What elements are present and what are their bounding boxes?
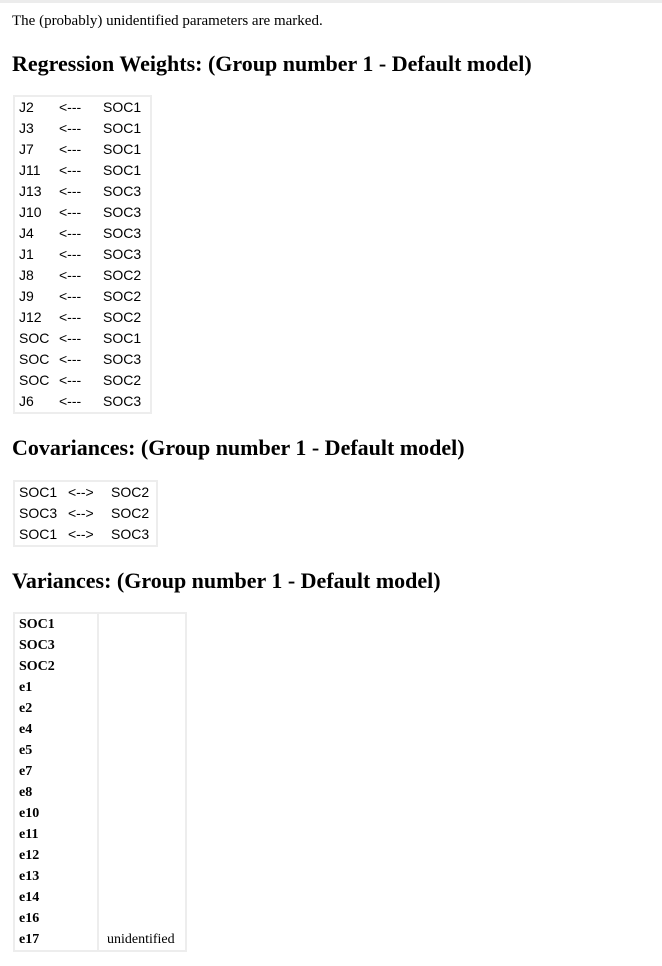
table-row [15,181,150,202]
dependent-variable-cell: SOC [19,330,50,346]
predictor-variable-cell: SOC1 [103,120,142,136]
dependent-variable-cell: SOC [19,351,50,367]
identification-status-cell [99,656,185,677]
predictor-variable-cell: SOC2 [103,372,142,388]
variance-parameter-cell: e11 [15,824,99,845]
variable-b-cell: SOC3 [111,526,150,542]
identification-status-cell [99,908,185,929]
predictor-variable-cell: SOC3 [103,351,142,367]
table-row [15,908,185,929]
table-row [15,307,150,328]
path-arrow-cell: <--- [59,393,82,409]
path-arrow-cell: <--- [59,204,82,220]
table-row [15,202,150,223]
path-arrow-cell: <--- [59,330,82,346]
path-arrow-cell: <--- [59,288,82,304]
identification-status-cell [99,698,185,719]
covariance-arrow-cell: <--> [68,484,94,500]
predictor-variable-cell: SOC1 [103,141,142,157]
identification-status-cell [99,635,185,656]
table-row [15,803,185,824]
predictor-variable-cell: SOC3 [103,393,142,409]
dependent-variable-cell: J12 [19,309,42,325]
variance-parameter-cell: e12 [15,845,99,866]
covariances-heading: Covariances: (Group number 1 - Default model) [12,435,465,460]
identification-status-cell [99,887,185,908]
dependent-variable-cell: J4 [19,225,34,241]
table-row [15,698,185,719]
variance-parameter-cell: e10 [15,803,99,824]
predictor-variable-cell: SOC3 [103,246,142,262]
table-row [15,482,156,503]
table-row [15,503,156,524]
variance-parameter-cell: e2 [15,698,99,719]
identification-status-cell [99,866,185,887]
identification-status-cell [99,719,185,740]
variable-b-cell: SOC2 [111,484,150,500]
table-row [15,139,150,160]
regression-weights-table [13,95,152,414]
variance-parameter-cell: e17 [15,929,99,950]
table-row [15,677,185,698]
table-row [15,782,185,803]
identification-status-cell: unidentified [107,932,175,947]
identification-status-cell [99,677,185,698]
predictor-variable-cell: SOC2 [103,309,142,325]
covariance-arrow-cell: <--> [68,526,94,542]
table-row [15,160,150,181]
variance-parameter-cell: e1 [15,677,99,698]
dependent-variable-cell: J11 [19,162,41,178]
covariances-body [15,482,156,545]
path-arrow-cell: <--- [59,372,82,388]
variance-parameter-cell: e7 [15,761,99,782]
variances-body [15,614,185,950]
path-arrow-cell: <--- [59,141,82,157]
predictor-variable-cell: SOC2 [103,288,142,304]
table-row [15,328,150,349]
table-row [15,635,185,656]
table-row [15,824,185,845]
table-row [15,349,150,370]
table-row [15,719,185,740]
variance-parameter-cell: e16 [15,908,99,929]
dependent-variable-cell: J9 [19,288,34,304]
identification-status-cell [99,782,185,803]
table-row [15,866,185,887]
table-row [15,929,185,950]
predictor-variable-cell: SOC1 [103,99,142,115]
table-row [15,118,150,139]
variance-parameter-cell: SOC3 [15,635,99,656]
identification-status-cell [99,761,185,782]
dependent-variable-cell: J6 [19,393,34,409]
table-row [15,370,150,391]
predictor-variable-cell: SOC3 [103,204,142,220]
path-arrow-cell: <--- [59,225,82,241]
regression-weights-body [15,97,150,412]
dependent-variable-cell: J13 [19,183,42,199]
predictor-variable-cell: SOC2 [103,267,142,283]
dependent-variable-cell: J1 [19,246,34,262]
path-arrow-cell: <--- [59,162,82,178]
covariances-table [13,480,158,547]
table-row [15,656,185,677]
path-arrow-cell: <--- [59,309,82,325]
variance-parameter-cell: e5 [15,740,99,761]
predictor-variable-cell: SOC3 [103,183,142,199]
variances-table [13,612,187,952]
path-arrow-cell: <--- [59,351,82,367]
identification-status-cell [99,614,185,635]
dependent-variable-cell: J10 [19,204,42,220]
path-arrow-cell: <--- [59,99,82,115]
dependent-variable-cell: J8 [19,267,34,283]
variable-b-cell: SOC2 [111,505,150,521]
path-arrow-cell: <--- [59,183,82,199]
table-row [15,761,185,782]
table-row [15,244,150,265]
variance-parameter-cell: e14 [15,887,99,908]
variance-parameter-cell: SOC1 [15,614,99,635]
variances-heading: Variances: (Group number 1 - Default model) [12,568,441,593]
dependent-variable-cell: J2 [19,99,34,115]
table-row [15,97,150,118]
dependent-variable-cell: J3 [19,120,34,136]
predictor-variable-cell: SOC3 [103,225,142,241]
variance-parameter-cell: SOC2 [15,656,99,677]
identification-status-cell [99,824,185,845]
variance-parameter-cell: e13 [15,866,99,887]
path-arrow-cell: <--- [59,120,82,136]
table-row [15,740,185,761]
intro-text: The (probably) unidentified parameters are marked. [12,13,323,29]
identification-status-cell [99,740,185,761]
variable-a-cell: SOC3 [19,505,58,521]
path-arrow-cell: <--- [59,267,82,283]
variable-a-cell: SOC1 [19,484,58,500]
identification-status-cell [99,803,185,824]
path-arrow-cell: <--- [59,246,82,262]
table-row [15,265,150,286]
table-row [15,845,185,866]
table-row [15,887,185,908]
dependent-variable-cell: SOC [19,372,50,388]
dependent-variable-cell: J7 [19,141,34,157]
table-row [15,391,150,412]
table-row [15,614,185,635]
variance-parameter-cell: e8 [15,782,99,803]
identification-status-cell [99,845,185,866]
table-row [15,286,150,307]
variable-a-cell: SOC1 [19,526,58,542]
predictor-variable-cell: SOC1 [103,162,142,178]
variance-parameter-cell: e4 [15,719,99,740]
table-row [15,223,150,244]
predictor-variable-cell: SOC1 [103,330,142,346]
regression-weights-heading: Regression Weights: (Group number 1 - Default model) [12,51,532,76]
table-row [15,524,156,545]
covariance-arrow-cell: <--> [68,505,94,521]
